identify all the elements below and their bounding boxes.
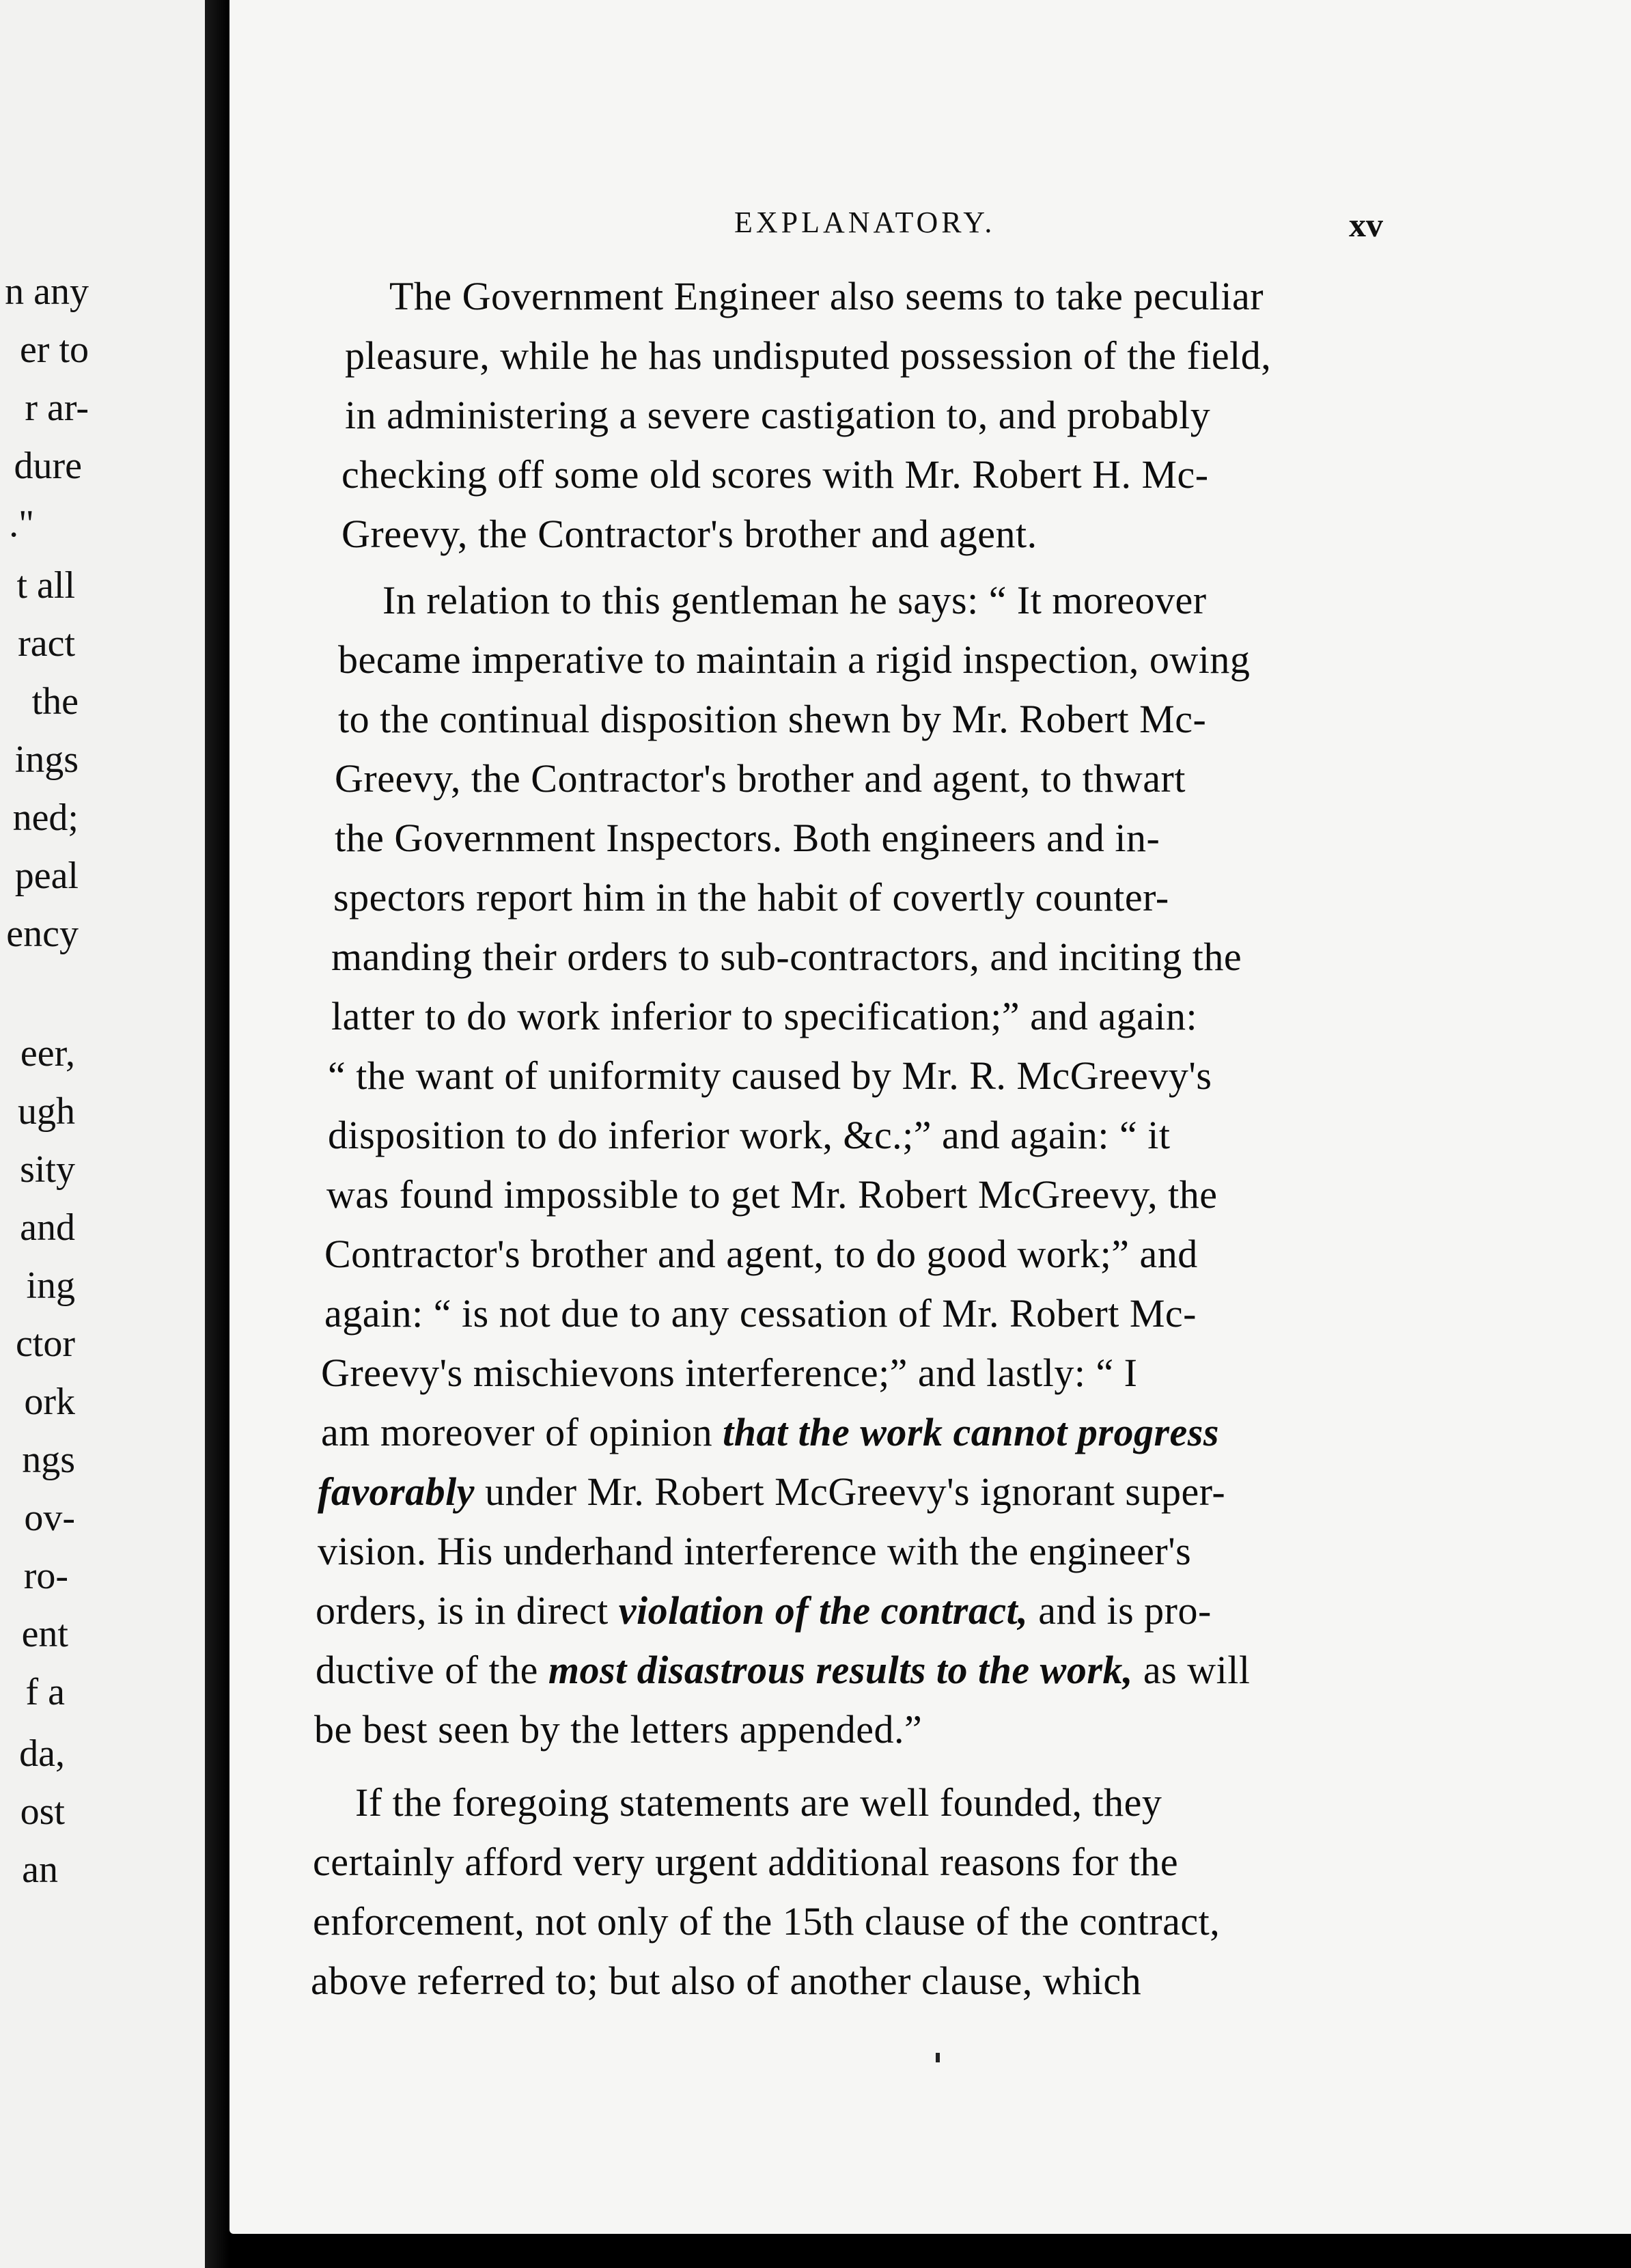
text-line: Greevy, the Contractor's brother and agent. xyxy=(341,512,1037,556)
emphasis: favorably xyxy=(318,1469,475,1514)
left-fragment: eer, xyxy=(20,1032,75,1075)
text-line: vision. His underhand interference with the engineer's xyxy=(318,1529,1192,1573)
left-fragment: t all xyxy=(16,564,75,607)
page-number: xv xyxy=(1349,206,1383,244)
left-fragment: ost xyxy=(20,1790,65,1833)
gutter-shadow xyxy=(205,0,229,2268)
text-line: was found impossible to get Mr. Robert McGreevy, the xyxy=(326,1172,1218,1217)
text-line: spectors report him in the habit of covertly counter- xyxy=(333,875,1169,919)
left-fragment: ent xyxy=(21,1613,68,1655)
left-fragment: peal xyxy=(14,855,79,897)
line-segment: under Mr. Robert McGreevy's ignorant super- xyxy=(485,1469,1226,1514)
text-line: Contractor's brother and agent, to do good work;” and xyxy=(324,1232,1198,1276)
text-line: Greevy's mischievons interference;” and lastly: “ I xyxy=(321,1351,1138,1395)
text-line xyxy=(318,1469,1225,1515)
text-line: In relation to this gentleman he says: “ It moreover xyxy=(382,578,1207,622)
left-fragment: ings xyxy=(14,738,79,781)
line-segment: and is pro- xyxy=(1038,1588,1212,1633)
left-fragment: ro- xyxy=(23,1555,68,1597)
text-line: above referred to; but also of another clause, which xyxy=(311,1959,1142,2003)
text-line: If the foregoing statements are well founded, they xyxy=(355,1780,1162,1825)
running-head: EXPLANATORY. xyxy=(734,206,996,239)
text-line xyxy=(316,1588,1212,1633)
left-fragment: da, xyxy=(19,1732,65,1775)
text-line: manding their orders to sub-contractors, and inciting the xyxy=(331,935,1242,979)
text-line: enforcement, not only of the 15th clause of the contract, xyxy=(313,1899,1221,1944)
text-line: be best seen by the letters appended.” xyxy=(314,1707,923,1752)
left-fragment: ov- xyxy=(24,1497,75,1539)
left-fragment: ." xyxy=(9,503,34,545)
text-line xyxy=(321,1409,1219,1455)
line-segment: ductive of the xyxy=(316,1648,538,1692)
left-fragment: and xyxy=(20,1206,75,1249)
text-line: to the continual disposition shewn by Mr. Robert Mc- xyxy=(338,697,1207,741)
text-line: checking off some old scores with Mr. Robert H. Mc- xyxy=(341,452,1209,497)
left-fragment: ract xyxy=(18,622,75,665)
emphasis: violation of the contract, xyxy=(618,1588,1029,1633)
text-line: in administering a severe castigation to, and probably xyxy=(345,393,1211,437)
left-fragment: the xyxy=(31,680,79,723)
text-line: latter to do work inferior to specification;” and again: xyxy=(331,994,1198,1038)
line-segment: as will xyxy=(1143,1648,1251,1692)
text-line: The Government Engineer also seems to take peculiar xyxy=(389,274,1264,318)
line-segment: orders, is in direct xyxy=(316,1588,609,1633)
left-fragment: ency xyxy=(6,913,79,955)
left-fragment: ned; xyxy=(12,797,79,839)
left-fragment: ork xyxy=(24,1381,75,1423)
left-fragment: sity xyxy=(20,1148,75,1191)
left-page-edge xyxy=(0,0,205,2268)
ink-mark xyxy=(936,2053,940,2062)
left-fragment: ugh xyxy=(18,1090,75,1133)
left-fragment: f a xyxy=(25,1671,65,1713)
text-line xyxy=(316,1647,1250,1693)
left-fragment: ctor xyxy=(15,1323,75,1365)
emphasis: that the work cannot progress xyxy=(723,1410,1219,1454)
text-line: “ the want of uniformity caused by Mr. R. McGreevy's xyxy=(328,1053,1212,1098)
text-line: the Government Inspectors. Both engineers and in- xyxy=(335,816,1160,860)
left-fragment: n any xyxy=(5,271,89,313)
left-fragment: ngs xyxy=(22,1439,75,1481)
line-segment: am moreover of opinion xyxy=(321,1410,713,1454)
text-line: became imperative to maintain a rigid inspection, owing xyxy=(338,637,1251,682)
text-line: pleasure, while he has undisputed possession of the field, xyxy=(345,333,1272,378)
text-line: again: “ is not due to any cessation of Mr. Robert Mc- xyxy=(324,1291,1197,1336)
left-fragment: er to xyxy=(19,329,89,371)
text-line: disposition to do inferior work, &c.;” and again: “ it xyxy=(328,1113,1171,1157)
text-line: Greevy, the Contractor's brother and agent, to thwart xyxy=(335,756,1186,801)
left-fragment: dure xyxy=(14,445,82,487)
left-fragment: an xyxy=(22,1849,58,1891)
text-line: certainly afford very urgent additional reasons for the xyxy=(313,1840,1179,1884)
left-fragment: r ar- xyxy=(25,387,89,429)
emphasis: most disastrous results to the work, xyxy=(548,1648,1133,1692)
left-fragment: ing xyxy=(26,1264,75,1307)
